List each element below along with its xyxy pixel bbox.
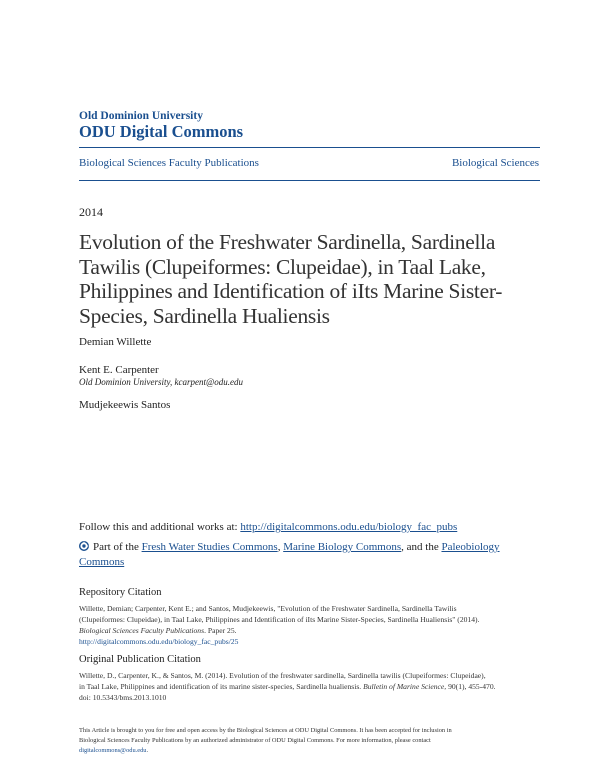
footer-line [79,746,549,756]
footer-line: This Article is brought to you for free and open access by the Biological Sciences at ODU Digital Commons. It has been accepted for inclusion in [79,727,452,734]
separator: , and the [401,541,442,553]
citation-line: Willette, D., Carpenter, K., & Santos, M. (2014). Evolution of the freshwater sardinella, Sardinella tawilis (Clupeiformes: Clupeidae), [79,671,486,680]
collection-url-link[interactable]: http://digitalcommons.odu.edu/biology_fac_pubs [240,521,458,533]
department-link[interactable]: Biological Sciences [451,157,539,169]
author-affiliation: Old Dominion University, kcarpent@odu.edu [79,377,244,387]
series-link[interactable]: Biological Sciences Faculty Publications [79,157,259,169]
footer-end: . [146,747,149,754]
repository-citation-heading: Repository Citation [79,587,162,598]
repository-name[interactable]: ODU Digital Commons [79,122,244,141]
contact-email-link[interactable]: digitalcommons@odu.edu [79,747,147,754]
footer-notice [79,726,549,756]
paleobiology-commons-link[interactable]: Paleobiology [441,541,500,553]
author-name: Demian Willette [79,336,152,348]
follow-prefix: Follow this and additional works at: [79,521,241,533]
paleobiology-commons-link-cont[interactable]: Commons [79,555,125,568]
commons-network-icon [79,541,89,551]
original-citation [79,670,549,703]
citation-line: (Clupeiformes: Clupeidae), in Taal Lake, Philippines and Identification of iIts Marine Sister-Species, Sardinella Hualiensis" (2014). [79,615,480,624]
citation-text: in Taal Lake, Philippines and identification of its marine sister-species, Sardinella hualiensis. [79,682,364,691]
title-line: Tawilis (Clupeiformes: Clupeidae), in Taal Lake, [79,254,486,279]
fresh-water-commons-link[interactable]: Fresh Water Studies Commons [141,541,278,553]
author-name: Kent E. Carpenter [79,364,159,376]
citation-line: Willette, Demian; Carpenter, Kent E.; and Santos, Mudjekeewis, "Evolution of the Freshwater Sardinella, Sardinella Tawilis [79,604,457,613]
publication-year: 2014 [79,205,103,219]
paper-number: . Paper 25. [204,626,237,635]
follow-line [79,521,457,533]
title-line: Evolution of the Freshwater Sardinella, Sardinella [79,230,496,254]
article-title [79,230,549,328]
citation-line [79,625,549,636]
separator: , [277,541,284,553]
citation-url-link[interactable]: http://digitalcommons.odu.edu/biology_fac_pubs/25 [79,637,239,646]
footer-line: Biological Sciences Faculty Publications by an authorized administrator of ODU Digital Commons. For more information, please contact [79,737,431,744]
series-italic: Biological Sciences Faculty Publications [79,626,205,635]
title-line: Philippines and Identification of iIts Marine Sister- [79,279,503,303]
volume-pages: 90(1), 455-470. [446,682,496,691]
divider [79,147,540,148]
title-line: Species, Sardinella Hualiensis [79,303,330,328]
journal-italic: Bulletin of Marine Science, [363,682,447,691]
institution-name: Old Dominion University [79,110,203,122]
doi: doi: 10.5343/bms.2013.1010 [79,693,167,702]
partof-prefix: Part of the [93,541,142,553]
part-of-line [79,540,519,569]
marine-biology-commons-link[interactable]: Marine Biology Commons [283,541,402,553]
original-citation-heading: Original Publication Citation [79,654,201,665]
citation-line [79,681,549,692]
author-name: Mudjekeewis Santos [79,399,171,411]
repository-citation [79,603,549,647]
divider [79,180,540,181]
